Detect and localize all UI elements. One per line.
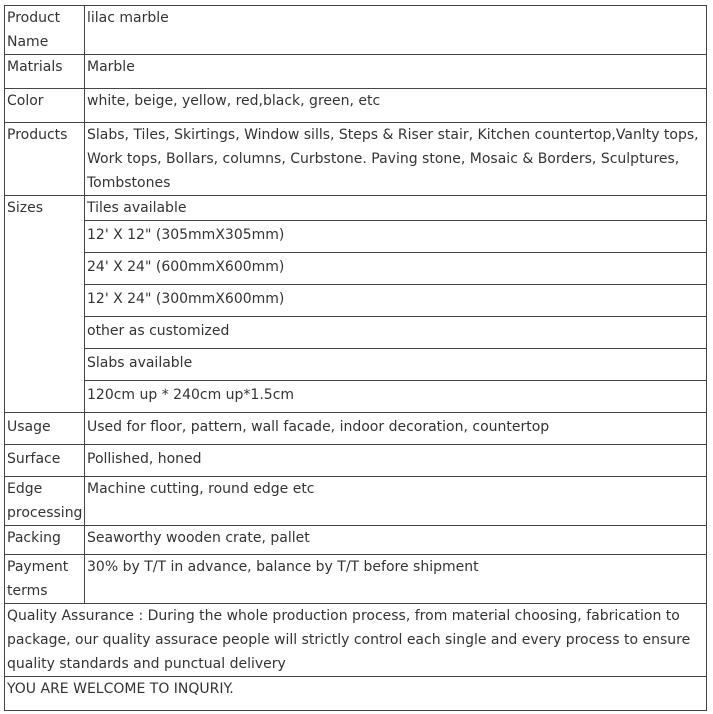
table-row: [5, 445, 707, 477]
size-item: 120cm up * 240cm up*1.5cm: [85, 381, 707, 413]
row-value: Slabs, Tiles, Skirtings, Window sills, Steps & Riser stair, Kitchen countertop,Vanlty tops, Work tops, Bollars, columns, Curbstone. Paving stone, Mosaic & Borders, Sculptures, Tombstones: [85, 123, 707, 196]
size-item: Tiles available: [85, 196, 707, 221]
welcome-note: YOU ARE WELCOME TO INQURIY.: [5, 677, 707, 711]
row-value: Used for floor, pattern, wall facade, indoor decoration, countertop: [85, 413, 707, 445]
row-label: Edge processing: [5, 477, 85, 526]
size-item: 12' X 24" (300mmX600mm): [85, 285, 707, 317]
table-row: [5, 555, 707, 604]
table-row: [5, 55, 707, 89]
row-value: 30% by T/T in advance, balance by T/T before shipment: [85, 555, 707, 604]
row-value: Machine cutting, round edge etc: [85, 477, 707, 526]
table-row: [5, 6, 707, 55]
row-label: Packing: [5, 526, 85, 555]
row-value: Pollished, honed: [85, 445, 707, 477]
table-row: [5, 381, 707, 413]
size-item: 24' X 24" (600mmX600mm): [85, 253, 707, 285]
row-label: Payment terms: [5, 555, 85, 604]
table-row: [5, 253, 707, 285]
table-row: [5, 123, 707, 196]
row-label: Sizes: [5, 196, 85, 413]
quality-assurance: Quality Assurance : During the whole production process, from material choosing, fabrication to package, our quality assurace people will strictly control each single and every process to ensure quality standards and punctual delivery: [5, 604, 707, 677]
table-row: [5, 317, 707, 349]
table-row: [5, 477, 707, 526]
size-item: other as customized: [85, 317, 707, 349]
table-row: [5, 285, 707, 317]
table-row: [5, 604, 707, 677]
table-row: [5, 89, 707, 123]
row-label: Matrials: [5, 55, 85, 89]
table-row: [5, 413, 707, 445]
table-row: [5, 526, 707, 555]
row-value: Marble: [85, 55, 707, 89]
row-value: Seaworthy wooden crate, pallet: [85, 526, 707, 555]
row-label: Color: [5, 89, 85, 123]
row-label: Usage: [5, 413, 85, 445]
row-value: lilac marble: [85, 6, 707, 55]
table-row: [5, 221, 707, 253]
size-item: 12' X 12" (305mmX305mm): [85, 221, 707, 253]
table-row: [5, 349, 707, 381]
spec-table: [4, 5, 707, 711]
table-row: [5, 196, 707, 221]
size-item: Slabs available: [85, 349, 707, 381]
row-label: Surface: [5, 445, 85, 477]
table-row: [5, 677, 707, 711]
row-value: white, beige, yellow, red,black, green, etc: [85, 89, 707, 123]
row-label: Products: [5, 123, 85, 196]
row-label: Product Name: [5, 6, 85, 55]
